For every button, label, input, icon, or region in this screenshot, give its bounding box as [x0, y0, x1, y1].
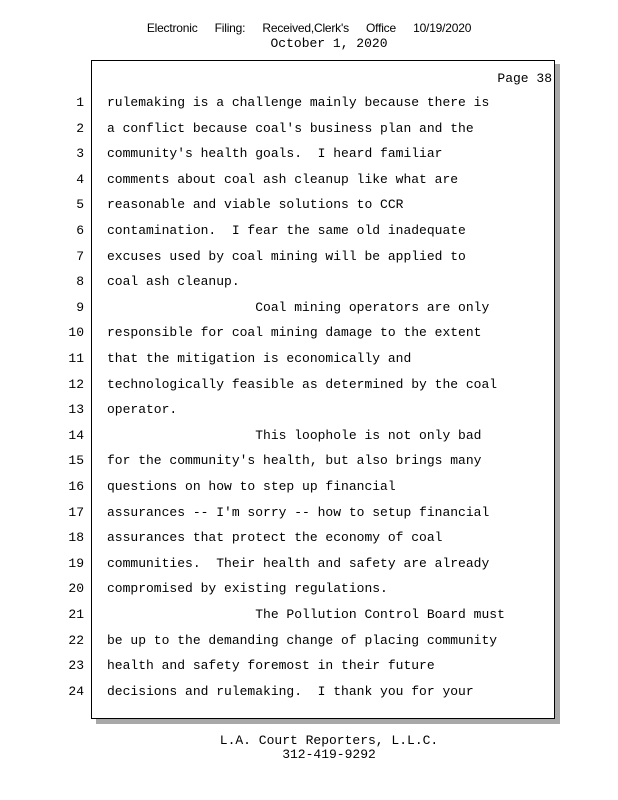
line-text: Coal mining operators are only	[107, 299, 490, 315]
line-text: communities. Their health and safety are already	[107, 555, 490, 571]
transcript-line	[0, 146, 618, 166]
transcript-line	[0, 556, 618, 576]
transcript-line	[0, 684, 618, 704]
line-number: 10	[68, 325, 84, 341]
transcript-line	[0, 223, 618, 243]
line-text: excuses used by coal mining will be applied to	[107, 248, 466, 264]
footer-company: L.A. Court Reporters, L.L.C.	[219, 733, 439, 748]
line-number: 2	[76, 120, 84, 136]
transcript-line	[0, 121, 618, 141]
hearing-date: October 1, 2020	[270, 36, 388, 51]
line-text: be up to the demanding change of placing community	[107, 632, 498, 648]
received-date: 10/19/2020	[413, 21, 472, 35]
office-label: Office	[366, 21, 396, 35]
line-number: 13	[68, 402, 84, 418]
transcript-line	[0, 172, 618, 192]
line-number: 5	[76, 197, 84, 213]
line-text: contamination. I fear the same old inadequate	[107, 223, 466, 238]
transcript-line	[0, 428, 618, 448]
line-text: health and safety foremost in their future	[107, 658, 435, 674]
line-text: that the mitigation is economically and	[107, 351, 412, 366]
line-text: assurances -- I'm sorry -- how to setup financial	[107, 504, 490, 520]
transcript-line	[0, 453, 618, 473]
line-number: 17	[68, 504, 84, 520]
line-text: technologically feasible as determined by the coal	[107, 376, 498, 392]
line-number: 18	[68, 530, 84, 546]
line-number: 21	[68, 607, 84, 622]
transcript-line	[0, 658, 618, 678]
line-number: 16	[68, 479, 84, 494]
line-text: reasonable and viable solutions to CCR	[107, 197, 404, 213]
line-text: a conflict because coal's business plan and the	[107, 120, 474, 136]
electronic-filing-stamp	[0, 21, 618, 35]
transcript-line	[0, 300, 618, 320]
line-text: questions on how to step up financial	[107, 479, 396, 494]
line-text: community's health goals. I heard familiar	[107, 146, 443, 162]
line-number: 15	[68, 453, 84, 469]
line-text: for the community's health, but also brings many	[107, 453, 482, 469]
transcript-line	[0, 607, 618, 627]
transcript-line	[0, 197, 618, 217]
line-number: 23	[68, 658, 84, 674]
transcript-line	[0, 249, 618, 269]
line-number: 19	[68, 555, 84, 571]
line-text: compromised by existing regulations.	[107, 581, 388, 597]
line-text: comments about coal ash cleanup like what are	[107, 171, 459, 187]
transcript-line	[0, 95, 618, 115]
line-number: 11	[68, 351, 84, 366]
transcript-line	[0, 505, 618, 525]
transcript-line	[0, 377, 618, 397]
transcript-line	[0, 581, 618, 601]
line-text: rulemaking is a challenge mainly because there is	[107, 95, 490, 110]
transcript-line	[0, 274, 618, 294]
transcript-line	[0, 479, 618, 499]
filing-type: Filing:	[214, 21, 246, 35]
line-number: 3	[76, 146, 84, 162]
filing-label: Electronic	[146, 21, 198, 35]
line-number: 1	[76, 95, 84, 110]
transcript-line	[0, 351, 618, 371]
line-number: 9	[76, 299, 84, 315]
line-number: 20	[68, 581, 84, 597]
line-number: 6	[76, 223, 84, 238]
line-number: 7	[76, 248, 84, 264]
transcript-line	[0, 325, 618, 345]
line-text: assurances that protect the economy of coal	[107, 530, 443, 546]
line-number: 4	[76, 171, 84, 187]
line-text: The Pollution Control Board must	[107, 607, 505, 622]
line-number: 24	[68, 683, 84, 699]
transcript-line	[0, 402, 618, 422]
page-number: Page 38	[497, 71, 552, 86]
transcript-line	[0, 530, 618, 550]
footer-phone: 312-419-9292	[282, 747, 376, 762]
line-number: 12	[68, 376, 84, 392]
line-text: This loophole is not only bad	[107, 427, 482, 443]
line-text: operator.	[107, 402, 178, 418]
line-number: 14	[68, 427, 84, 443]
line-number: 8	[76, 274, 84, 290]
transcript-line	[0, 633, 618, 653]
line-number: 22	[68, 632, 84, 648]
received-clerk-label: Received,Clerk's	[262, 21, 349, 35]
line-text: responsible for coal mining damage to the extent	[107, 325, 482, 341]
line-text: coal ash cleanup.	[107, 274, 240, 290]
line-text: decisions and rulemaking. I thank you for your	[107, 683, 474, 699]
